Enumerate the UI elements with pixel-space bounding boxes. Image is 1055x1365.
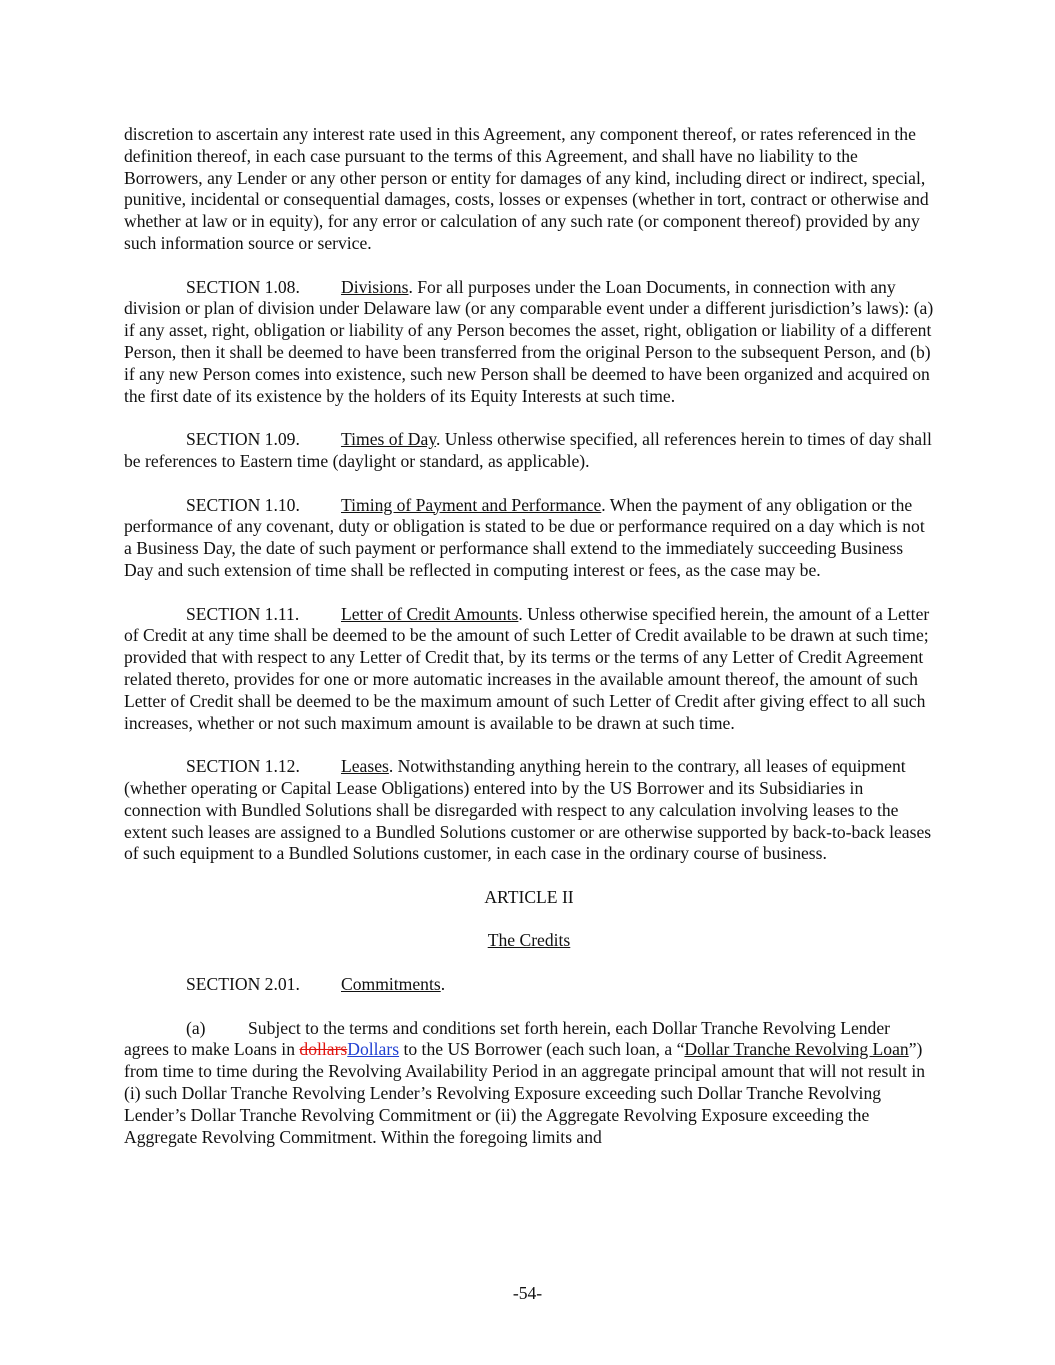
section-body: . Unless otherwise specified, all references herein to times of day shall be references to Eastern time (daylight or standard, as applicable). [124, 429, 932, 471]
article-heading: ARTICLE II [484, 886, 574, 907]
section-number: SECTION 2.01. [186, 974, 300, 995]
section-body: . Notwithstanding anything herein to the contrary, all leases of equipment (whether operating or Capital Lease Obligations) entered into by the US Borrower and its Subsidiaries in connection with Bundled Solutions shall be disregarded with respect to any calculation involving leases to the extent such leases are assigned to a Bundled Solutions customer or are otherwise supported by back-to-back leases of such equipment to a Bundled Solutions customer, in each case in the ordinary course of business. [124, 756, 932, 864]
section-number: SECTION 1.11. [186, 603, 300, 624]
section-title: Leases [341, 756, 389, 777]
clause-text-3: ”) from time to time during the Revolving Availability Period in an aggregate principal amount that will not result in (i) such Dollar Tranche Revolving Lender’s Revolving Exposure exceeding such Dollar Tranche Revolving Lender’s Dollar Tranche Revolving Commitment or (ii) the Aggregate Revolving Exposure exceeding the Aggregate Revolving Commitment. Within the foregoing limits and [124, 1039, 926, 1147]
section-body: . For all purposes under the Loan Documents, in connection with any division or plan of division under Delaware law (or any comparable event under a different jurisdiction’s laws): (a) if any asset, right, obligation or liability of any Person becomes the asset, right, obligation or liability of a different Person, then it shall be deemed to have been transferred from the original Person to the subsequent Person, and (b) if any new Person comes into existence, such new Person shall be deemed to have been organized and acquired on the first date of its existence by the holders of its Equity Interests at such time. [124, 276, 934, 406]
defined-term: Dollar Tranche Revolving Loan [684, 1039, 909, 1060]
article-title-line [124, 930, 934, 952]
section-title: Times of Day [341, 429, 436, 450]
clause-text-2: to the US Borrower (each such loan, a “ [399, 1039, 685, 1060]
section-1-10-paragraph [124, 495, 934, 582]
section-title: Divisions [341, 276, 409, 297]
section-title: Commitments [341, 974, 441, 995]
section-number: SECTION 1.10. [186, 494, 300, 515]
section-1-08-paragraph [124, 277, 934, 408]
section-suffix: . [440, 974, 446, 995]
clause-label: (a) [186, 1017, 206, 1038]
clause-text-1: Subject to the terms and conditions set forth herein, each Dollar Tranche Revolving Lender agrees to make Loans in [124, 1017, 891, 1060]
page-number: -54- [512, 1283, 543, 1303]
clause-a-paragraph [124, 1018, 934, 1149]
article-title: The Credits [487, 930, 571, 951]
section-number: SECTION 1.08. [186, 276, 300, 297]
section-1-11-paragraph [124, 604, 934, 735]
section-2-01-heading [124, 974, 934, 996]
section-body: . When the payment of any obligation or the performance of any covenant, duty or obligation is stated to be due or performance required on a day which is not a Business Day, the date of such payment or performance shall extend to the immediately succeeding Business Day and such extension of time shall be reflected in computing interest or fees, as the case may be. [124, 494, 925, 580]
inserted-text: Dollars [347, 1039, 400, 1060]
section-number: SECTION 1.09. [186, 429, 300, 450]
intro-paragraph: discretion to ascertain any interest rate used in this Agreement, any component thereof, or rates referenced in the definition thereof, in each case pursuant to the terms of this Agreement, and shall have no liability to the Borrowers, any Lender or any other person or entity for damages of any kind, including direct or indirect, special, punitive, incidental or consequential damages, costs, losses or expenses (whether in tort, contract or otherwise and whether at law or in equity), for any error or calculation of any such rate (or component thereof) provided by any such information source or service. [124, 124, 929, 253]
section-title: Timing of Payment and Performance [341, 494, 602, 515]
section-title: Letter of Credit Amounts [341, 603, 519, 624]
section-1-09-paragraph [124, 429, 934, 473]
section-body: . Unless otherwise specified herein, the amount of a Letter of Credit at any time shall be deemed to be the amount of such Letter of Credit available to be drawn at such time; provided that with respect to any Letter of Credit that, by its terms or the terms of any Letter of Credit Agreement related thereto, provides for one or more automatic increases in the available amount thereof, the amount of such Letter of Credit shall be deemed to be the maximum amount of such Letter of Credit after giving effect to all such increases, whether or not such maximum amount is available to be drawn at such time. [124, 603, 930, 733]
deleted-text: dollars [299, 1039, 348, 1060]
section-number: SECTION 1.12. [186, 756, 300, 777]
document-page [124, 124, 934, 1170]
section-1-12-paragraph [124, 756, 934, 865]
